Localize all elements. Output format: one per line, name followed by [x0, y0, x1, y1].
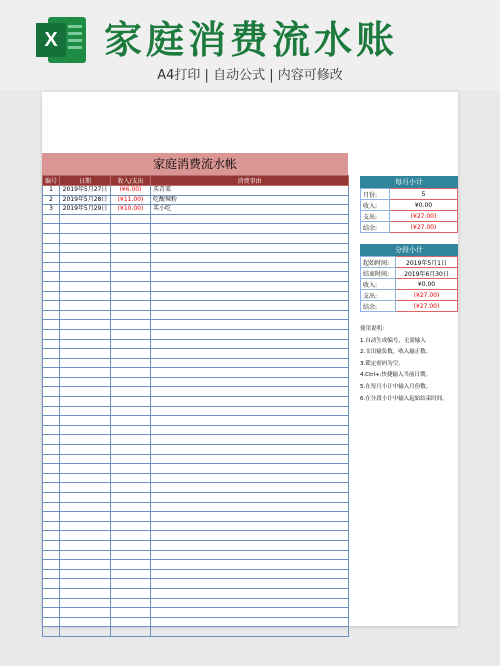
cell-number[interactable]: 3	[43, 205, 60, 215]
subtotal-value[interactable]: ¥0.00	[390, 200, 458, 211]
subtotal-label: 收入:	[361, 200, 390, 211]
empty-cell[interactable]	[43, 349, 60, 359]
note-line: 1.自动生成编号，无需输入	[360, 337, 426, 344]
empty-cell[interactable]	[111, 406, 151, 416]
empty-cell[interactable]	[151, 368, 349, 378]
table-row	[43, 445, 349, 455]
table-row	[43, 454, 349, 464]
empty-cell[interactable]	[43, 627, 60, 637]
subtotal-label: 结余:	[361, 301, 396, 312]
empty-cell[interactable]	[43, 377, 60, 387]
table-row	[43, 540, 349, 550]
empty-cell[interactable]	[60, 425, 111, 435]
table-row	[43, 368, 349, 378]
empty-cell[interactable]	[111, 368, 151, 378]
table-row	[43, 320, 349, 330]
empty-cell[interactable]	[111, 464, 151, 474]
empty-cell[interactable]	[151, 224, 349, 234]
cell-number[interactable]: 1	[43, 186, 60, 196]
empty-cell[interactable]	[111, 425, 151, 435]
empty-cell[interactable]	[60, 483, 111, 493]
empty-cell[interactable]	[151, 349, 349, 359]
empty-cell[interactable]	[43, 445, 60, 455]
empty-cell[interactable]	[43, 531, 60, 541]
empty-cell[interactable]	[60, 560, 111, 570]
empty-cell[interactable]	[60, 320, 111, 330]
empty-cell[interactable]	[43, 358, 60, 368]
empty-cell[interactable]	[60, 435, 111, 445]
empty-cell[interactable]	[60, 445, 111, 455]
segment-subtotal	[360, 244, 458, 312]
empty-cell[interactable]	[111, 473, 151, 483]
table-row	[43, 272, 349, 282]
empty-cell[interactable]	[111, 301, 151, 311]
empty-cell[interactable]	[60, 358, 111, 368]
empty-cell[interactable]	[43, 454, 60, 464]
empty-cell[interactable]	[60, 214, 111, 224]
table-row	[43, 233, 349, 243]
note-line: 使用说明：	[360, 326, 388, 332]
empty-cell[interactable]	[60, 416, 111, 426]
empty-cell[interactable]	[111, 512, 151, 522]
table-row	[43, 281, 349, 291]
table-row	[43, 425, 349, 435]
usage-notes	[360, 324, 458, 405]
empty-cell[interactable]	[111, 253, 151, 263]
table-row	[43, 349, 349, 359]
empty-cell[interactable]	[60, 368, 111, 378]
empty-cell[interactable]	[111, 608, 151, 618]
empty-cell[interactable]	[60, 550, 111, 560]
empty-cell[interactable]	[111, 214, 151, 224]
empty-cell[interactable]	[151, 291, 349, 301]
empty-cell[interactable]	[151, 416, 349, 426]
spreadsheet-page	[42, 92, 458, 626]
table-row	[43, 291, 349, 301]
empty-cell[interactable]	[60, 272, 111, 282]
empty-cell[interactable]	[60, 454, 111, 464]
empty-cell[interactable]	[151, 233, 349, 243]
empty-cell[interactable]	[43, 243, 60, 253]
empty-cell[interactable]	[43, 281, 60, 291]
empty-cell[interactable]	[60, 569, 111, 579]
subtotal-label: 起始时间:	[361, 257, 396, 268]
table-row	[43, 339, 349, 349]
table-row	[43, 512, 349, 522]
column-header[interactable]: 收入/支出	[111, 176, 151, 186]
table-row	[43, 493, 349, 503]
empty-cell[interactable]	[151, 272, 349, 282]
empty-cell[interactable]	[60, 493, 111, 503]
empty-cell[interactable]	[151, 406, 349, 416]
empty-cell[interactable]	[111, 521, 151, 531]
empty-cell[interactable]	[60, 349, 111, 359]
subtotal-value[interactable]: (¥27.00)	[390, 211, 458, 222]
page-subtitle: A4打印 | 自动公式 | 内容可修改	[157, 68, 343, 83]
subtotal-label: 收入:	[361, 279, 396, 290]
empty-cell[interactable]	[151, 521, 349, 531]
empty-cell[interactable]	[60, 406, 111, 416]
subtotal-value[interactable]: (¥27.00)	[396, 290, 458, 301]
empty-cell[interactable]	[43, 512, 60, 522]
table-row	[43, 195, 349, 205]
table-row	[43, 262, 349, 272]
empty-cell[interactable]	[43, 521, 60, 531]
table-row	[43, 588, 349, 598]
empty-cell[interactable]	[151, 454, 349, 464]
empty-cell[interactable]	[111, 598, 151, 608]
empty-cell[interactable]	[60, 579, 111, 589]
empty-cell[interactable]	[151, 281, 349, 291]
empty-cell[interactable]	[111, 233, 151, 243]
empty-cell[interactable]	[111, 627, 151, 637]
table-row	[43, 483, 349, 493]
subtotal-label: 支出:	[361, 211, 390, 222]
table-row	[43, 214, 349, 224]
empty-cell[interactable]	[111, 387, 151, 397]
empty-cell[interactable]	[111, 358, 151, 368]
note-line: 4.Ctrl+;快捷输入当前日期。	[360, 372, 431, 379]
empty-cell[interactable]	[60, 540, 111, 550]
subtotal-value[interactable]: (¥27.00)	[396, 301, 458, 312]
empty-cell[interactable]	[43, 301, 60, 311]
subtotal-value[interactable]: ¥0.00	[396, 279, 458, 290]
cell-amount[interactable]: (¥11.00)	[111, 195, 151, 205]
table-row	[43, 502, 349, 512]
table-row	[361, 200, 458, 211]
empty-cell[interactable]	[151, 214, 349, 224]
cell-date[interactable]: 2019年5月29日	[60, 205, 111, 215]
table-row	[43, 301, 349, 311]
excel-logo-icon: X	[36, 17, 86, 63]
empty-cell[interactable]	[43, 502, 60, 512]
empty-cell[interactable]	[43, 320, 60, 330]
empty-cell[interactable]	[43, 310, 60, 320]
table-row	[361, 301, 458, 312]
empty-cell[interactable]	[151, 445, 349, 455]
empty-cell[interactable]	[43, 262, 60, 272]
column-header[interactable]: 编号	[43, 176, 60, 186]
table-row	[43, 397, 349, 407]
monthly-subtotal-title: 每月小计	[360, 176, 458, 188]
empty-cell[interactable]	[43, 272, 60, 282]
empty-cell[interactable]	[151, 569, 349, 579]
empty-cell[interactable]	[111, 435, 151, 445]
cell-reason[interactable]: 买青菜	[151, 186, 349, 196]
empty-cell[interactable]	[43, 493, 60, 503]
empty-cell[interactable]	[111, 579, 151, 589]
table-row	[361, 268, 458, 279]
header-banner	[0, 0, 500, 90]
empty-cell[interactable]	[111, 588, 151, 598]
empty-cell[interactable]	[151, 329, 349, 339]
empty-cell[interactable]	[151, 502, 349, 512]
page-title: 家庭消费流水账	[104, 18, 399, 62]
empty-cell[interactable]	[151, 310, 349, 320]
cell-number[interactable]: 2	[43, 195, 60, 205]
empty-cell[interactable]	[151, 387, 349, 397]
empty-cell[interactable]	[60, 291, 111, 301]
table-row	[43, 598, 349, 608]
empty-cell[interactable]	[60, 627, 111, 637]
empty-cell[interactable]	[111, 502, 151, 512]
empty-cell[interactable]	[151, 588, 349, 598]
empty-cell[interactable]	[43, 617, 60, 627]
empty-cell[interactable]	[151, 464, 349, 474]
table-row	[43, 243, 349, 253]
empty-cell[interactable]	[151, 512, 349, 522]
table-row	[43, 186, 349, 196]
subtotal-value[interactable]: 2019年5月1日	[396, 257, 458, 268]
empty-cell[interactable]	[60, 253, 111, 263]
ledger-table	[42, 153, 348, 637]
empty-cell[interactable]	[60, 531, 111, 541]
table-row	[43, 387, 349, 397]
cell-date[interactable]: 2019年5月28日	[60, 195, 111, 205]
empty-cell[interactable]	[111, 377, 151, 387]
subtotal-value[interactable]: 2019年6月30日	[396, 268, 458, 279]
empty-cell[interactable]	[60, 464, 111, 474]
table-row	[43, 473, 349, 483]
table-row	[43, 531, 349, 541]
table-row	[43, 435, 349, 445]
empty-cell[interactable]	[151, 425, 349, 435]
empty-cell[interactable]	[43, 540, 60, 550]
subtotal-value[interactable]: (¥27.00)	[390, 222, 458, 233]
table-row	[361, 279, 458, 290]
monthly-subtotal	[360, 176, 458, 233]
empty-cell[interactable]	[60, 281, 111, 291]
empty-cell[interactable]	[60, 377, 111, 387]
table-row	[43, 416, 349, 426]
empty-cell[interactable]	[60, 224, 111, 234]
empty-cell[interactable]	[60, 233, 111, 243]
empty-cell[interactable]	[151, 253, 349, 263]
column-header[interactable]: 日期	[60, 176, 111, 186]
empty-cell[interactable]	[60, 397, 111, 407]
note-line: 3.锁定密码为空。	[360, 360, 404, 367]
table-row	[43, 569, 349, 579]
subtotal-value[interactable]: 5	[390, 189, 458, 200]
subtotal-label: 月份:	[361, 189, 390, 200]
empty-cell[interactable]	[43, 598, 60, 608]
subtotal-label: 结束时间:	[361, 268, 396, 279]
empty-cell[interactable]	[151, 531, 349, 541]
empty-cell[interactable]	[111, 310, 151, 320]
empty-cell[interactable]	[60, 473, 111, 483]
empty-cell[interactable]	[151, 243, 349, 253]
empty-cell[interactable]	[43, 387, 60, 397]
empty-cell[interactable]	[43, 406, 60, 416]
cell-reason[interactable]: 买小吃	[151, 205, 349, 215]
empty-cell[interactable]	[151, 540, 349, 550]
empty-cell[interactable]	[151, 493, 349, 503]
empty-cell[interactable]	[60, 608, 111, 618]
empty-cell[interactable]	[111, 483, 151, 493]
empty-cell[interactable]	[43, 214, 60, 224]
table-row	[43, 224, 349, 234]
table-row	[361, 257, 458, 268]
empty-cell[interactable]	[151, 550, 349, 560]
empty-cell[interactable]	[151, 435, 349, 445]
table-row	[361, 211, 458, 222]
empty-cell[interactable]	[151, 598, 349, 608]
empty-cell[interactable]	[111, 243, 151, 253]
empty-cell[interactable]	[43, 550, 60, 560]
table-row	[43, 310, 349, 320]
empty-cell[interactable]	[60, 243, 111, 253]
subtotal-label: 支出:	[361, 290, 396, 301]
empty-cell[interactable]	[60, 301, 111, 311]
empty-cell[interactable]	[151, 339, 349, 349]
empty-cell[interactable]	[111, 569, 151, 579]
cell-amount[interactable]: (¥10.00)	[111, 205, 151, 215]
cell-reason[interactable]: 吃酸辣粉	[151, 195, 349, 205]
table-row	[43, 358, 349, 368]
empty-cell[interactable]	[151, 301, 349, 311]
empty-cell[interactable]	[151, 627, 349, 637]
empty-cell[interactable]	[111, 349, 151, 359]
empty-cell[interactable]	[43, 329, 60, 339]
table-row	[43, 550, 349, 560]
empty-cell[interactable]	[43, 569, 60, 579]
empty-cell[interactable]	[151, 377, 349, 387]
cell-date[interactable]: 2019年5月27日	[60, 186, 111, 196]
empty-cell[interactable]	[151, 579, 349, 589]
table-row	[361, 189, 458, 200]
empty-cell[interactable]	[43, 473, 60, 483]
empty-cell[interactable]	[151, 320, 349, 330]
subtotal-label: 结余:	[361, 222, 390, 233]
table-row	[43, 579, 349, 589]
note-line: 5.在每月小计中输入月份数。	[360, 383, 432, 390]
table-row	[43, 464, 349, 474]
note-line: 6.在分段小计中输入起始结束时间。	[360, 395, 448, 402]
empty-cell[interactable]	[111, 339, 151, 349]
empty-cell[interactable]	[60, 262, 111, 272]
empty-cell[interactable]	[43, 588, 60, 598]
table-row	[43, 329, 349, 339]
table-row	[43, 253, 349, 263]
empty-cell[interactable]	[60, 387, 111, 397]
empty-cell[interactable]	[43, 483, 60, 493]
table-row	[43, 627, 349, 637]
empty-cell[interactable]	[151, 608, 349, 618]
empty-cell[interactable]	[111, 291, 151, 301]
empty-cell[interactable]	[60, 329, 111, 339]
empty-cell[interactable]	[151, 358, 349, 368]
empty-cell[interactable]	[111, 550, 151, 560]
empty-cell[interactable]	[43, 291, 60, 301]
empty-cell[interactable]	[111, 272, 151, 282]
empty-cell[interactable]	[60, 512, 111, 522]
empty-cell[interactable]	[60, 598, 111, 608]
empty-cell[interactable]	[111, 416, 151, 426]
empty-cell[interactable]	[60, 521, 111, 531]
empty-cell[interactable]	[111, 320, 151, 330]
table-row	[43, 205, 349, 215]
empty-cell[interactable]	[151, 483, 349, 493]
empty-cell[interactable]	[60, 617, 111, 627]
table-row	[43, 377, 349, 387]
empty-cell[interactable]	[60, 310, 111, 320]
empty-cell[interactable]	[43, 425, 60, 435]
table-row	[43, 608, 349, 618]
empty-cell[interactable]	[151, 560, 349, 570]
table-row	[43, 560, 349, 570]
empty-cell[interactable]	[43, 416, 60, 426]
table-row	[43, 406, 349, 416]
empty-cell[interactable]	[111, 262, 151, 272]
empty-cell[interactable]	[43, 435, 60, 445]
empty-cell[interactable]	[60, 502, 111, 512]
empty-cell[interactable]	[111, 617, 151, 627]
table-row	[43, 521, 349, 531]
empty-cell[interactable]	[43, 579, 60, 589]
column-header[interactable]: 消费事由	[151, 176, 349, 186]
table-row	[361, 290, 458, 301]
empty-cell[interactable]	[111, 281, 151, 291]
empty-cell[interactable]	[111, 540, 151, 550]
note-line: 2.支出输负数，收入输正数。	[360, 349, 432, 356]
cell-amount[interactable]: (¥6.00)	[111, 186, 151, 196]
empty-cell[interactable]	[60, 588, 111, 598]
ledger-title: 家庭消费流水帐	[42, 153, 348, 175]
empty-cell[interactable]	[111, 454, 151, 464]
empty-cell[interactable]	[43, 397, 60, 407]
empty-cell[interactable]	[151, 473, 349, 483]
empty-cell[interactable]	[151, 262, 349, 272]
empty-cell[interactable]	[111, 560, 151, 570]
empty-cell[interactable]	[60, 339, 111, 349]
empty-cell[interactable]	[151, 617, 349, 627]
empty-cell[interactable]	[111, 531, 151, 541]
empty-cell[interactable]	[43, 608, 60, 618]
segment-subtotal-title: 分段小计	[360, 244, 458, 256]
empty-cell[interactable]	[43, 224, 60, 234]
empty-cell[interactable]	[43, 560, 60, 570]
empty-cell[interactable]	[43, 368, 60, 378]
table-row	[361, 222, 458, 233]
empty-cell[interactable]	[43, 339, 60, 349]
empty-cell[interactable]	[43, 464, 60, 474]
empty-cell[interactable]	[111, 329, 151, 339]
empty-cell[interactable]	[111, 224, 151, 234]
empty-cell[interactable]	[43, 233, 60, 243]
empty-cell[interactable]	[111, 445, 151, 455]
empty-cell[interactable]	[111, 397, 151, 407]
empty-cell[interactable]	[151, 397, 349, 407]
empty-cell[interactable]	[111, 493, 151, 503]
table-row	[43, 617, 349, 627]
empty-cell[interactable]	[43, 253, 60, 263]
